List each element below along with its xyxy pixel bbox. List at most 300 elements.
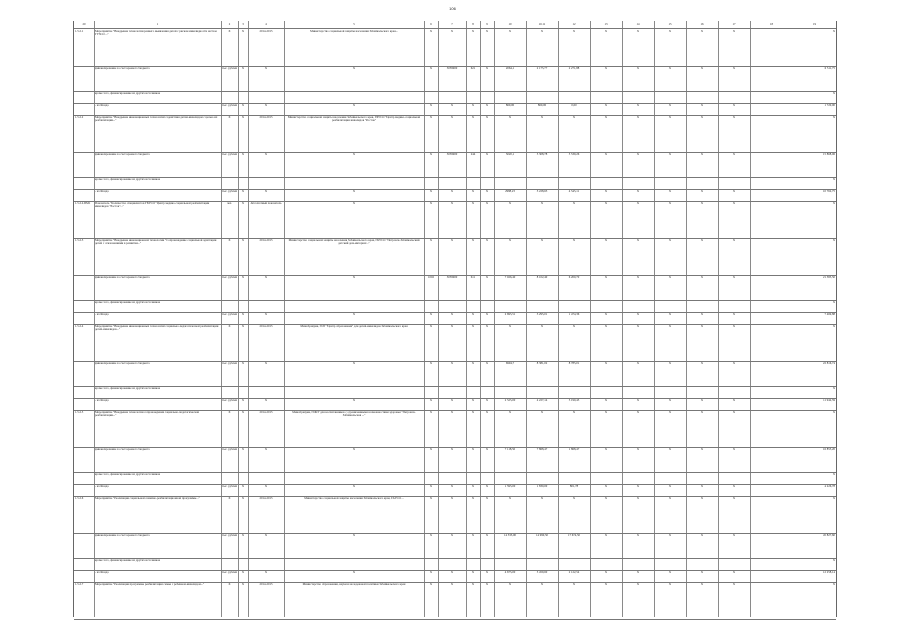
table-cell-desc: Показатель "Количество специалистов ГБУСО "Центр медико-социальной реабилитации инвалидов "Росток"..." [95,202,210,209]
table-cell-v16: X [636,325,640,328]
table-cell-unit: тыс. рублей [222,485,237,488]
table-cell-v18 [687,559,717,569]
column-number: 20 [82,23,86,26]
table-cell-c3: X [241,325,245,328]
table-cell-desc: Мероприятие "Реализация социальной семейно-реабилитационной программы..." [95,497,200,500]
table-cell-c4: X [264,534,268,537]
table-cell-v14: 4 545,11 [568,190,580,193]
column-number: 8 [472,23,474,26]
table-cell-v13: 2 175,77 [536,67,548,70]
table-cell-c3 [239,473,247,483]
table-cell-ex [285,473,423,483]
table-cell-v16: X [636,485,640,488]
table-cell-c9: X [450,362,454,365]
column-number: 10 [508,23,512,26]
table-cell-v13: 5 308,78 [536,153,548,156]
table-row [74,447,836,472]
table-cell-v14: 8 785,01 [568,362,580,365]
table-cell-v13: X [540,411,544,414]
table-cell-v15: X [604,313,608,316]
table-cell-v16 [623,92,653,102]
table-cell-c3: X [241,153,245,156]
table-cell-v20: X [832,92,835,95]
table-cell-c3 [239,301,247,311]
table-cell-v20: X [832,301,835,304]
table-cell-v18 [687,301,717,311]
table-cell-v18: X [700,325,704,328]
table-cell-c4: X [264,448,268,451]
table-cell-unit: X [228,116,231,119]
table-cell-c8: X [429,313,433,316]
table-cell-v18: X [700,485,704,488]
table-cell-ex [285,387,423,397]
table-cell-num [75,362,93,385]
table-cell-desc: кроме того, финансирование из других источников [95,301,161,304]
table-cell-v19: X [732,190,736,193]
table-cell-v19: X [732,497,736,500]
table-cell-v20: X [832,239,835,242]
table-cell-v20: 6 511,75 [824,67,835,70]
table-cell-v17: X [668,497,672,500]
table-cell-v12: 5020,1 [505,153,515,156]
table-cell-c11: X [485,534,489,537]
table-cell-unit [222,92,237,102]
table-cell-v13: 3 228,63 [536,190,548,193]
table-cell-v20: X [832,325,835,328]
table-cell-c10 [467,301,479,311]
table-cell-num [75,104,93,114]
table-cell-c10 [467,559,479,569]
table-cell-v19: X [732,313,736,316]
table-cell-v19: X [732,534,736,537]
table-row [74,152,836,177]
table-cell-v18: X [700,67,704,70]
table-row [74,558,836,570]
table-cell-v14: X [572,202,576,205]
table-cell-v12 [495,473,525,483]
table-cell-c3 [239,178,247,188]
table-cell-v19 [719,92,749,102]
table-cell-ex: Министерство социальной защиты населения Забайкальского края... [310,30,398,33]
table-cell-desc: - из Фонда [95,485,109,488]
table-cell-v19 [719,387,749,397]
table-cell-ex: X [352,399,356,402]
table-cell-c4: X [264,276,268,279]
table-cell-c4 [249,473,283,483]
table-cell-v16: X [636,30,640,33]
table-cell-ex: Министерство социальной защиты населения Забайкальского края, ГБУСО "Центр медико-социальной реабилитации инвалидов "Росток" [287,116,421,123]
table-cell-c9: X [450,202,454,205]
table-cell-c3 [239,92,247,102]
table-cell-c8 [425,473,437,483]
table-cell-unit: тыс. рублей [222,276,237,279]
table-cell-v20: 11 942,59 [823,399,835,402]
table-cell-v20: X [832,30,835,33]
table-cell-c4: X [264,153,268,156]
table-cell-v14: X [572,325,576,328]
table-cell-v13 [527,387,557,397]
table-cell-c8: X [429,67,433,70]
table-cell-c11: X [485,485,489,488]
table-cell-c3 [239,559,247,569]
table-cell-v15: X [604,190,608,193]
table-cell-v13: X [540,30,544,33]
table-cell-c3: X [241,534,245,537]
table-cell-unit: X [228,325,231,328]
table-cell-v19: X [732,448,736,451]
table-cell-v20: 22 816,74 [823,362,835,365]
table-cell-v13: X [540,325,544,328]
table-cell-v18 [687,387,717,397]
table-cell-v13 [527,92,557,102]
table-cell-num: 1.5.2.6 [75,497,84,500]
table-row [74,103,836,115]
table-cell-c8: X [429,485,433,488]
table-cell-c9 [439,178,465,188]
table-cell-v16 [623,387,653,397]
table-cell-v17: X [668,571,672,574]
table-cell-c8: 1002 [428,276,434,279]
table-cell-c4: X [264,104,268,107]
table-cell-num: 1.5.2.4 [75,325,84,328]
table-cell-v16 [623,473,653,483]
table-cell-c9: X [450,116,454,119]
table-cell-desc: кроме того, финансирование из других источников [95,473,161,476]
table-cell-v16: X [636,571,640,574]
table-row [74,533,836,558]
table-cell-v18: X [700,190,704,193]
table-row [74,29,836,66]
table-cell-v13: X [540,239,544,242]
table-cell-v19: X [732,411,736,414]
table-cell-c11: X [485,104,489,107]
table-cell-c9 [439,559,465,569]
table-cell-v19: X [732,485,736,488]
table-cell-c3: X [241,239,245,242]
table-cell-v17: X [668,325,672,328]
table-cell-desc: кроме того, финансирование из других источников [95,559,161,562]
table-cell-desc: финансирование за счет краевого бюджета [95,153,150,156]
table-cell-v15: X [604,571,608,574]
table-cell-c3: X [241,116,245,119]
table-cell-v13 [527,559,557,569]
table-cell-v15: X [604,202,608,205]
table-row [74,472,836,484]
table-cell-c8: X [429,448,433,451]
table-cell-c9: X [450,497,454,500]
table-cell-v13: 7 868,47 [536,448,548,451]
table-cell-v18: X [700,153,704,156]
table-cell-v12: 2064,1 [505,67,515,70]
table-cell-v18: X [700,202,704,205]
table-row [74,496,836,533]
table-cell-v12 [495,92,525,102]
table-cell-v14: X [572,239,576,242]
table-cell-c10 [467,387,479,397]
table-cell-ex: Минобрнауки, ГОУ "Центр образования" для детей-инвалидов Забайкальского края [300,325,408,328]
table-row [74,570,836,582]
table-cell-v12: X [508,202,512,205]
table-cell-v17: X [668,239,672,242]
table-cell-c11 [481,387,493,397]
table-cell-c9: X [450,571,454,574]
table-cell-v18: X [700,411,704,414]
table-cell-c11: X [485,30,489,33]
table-cell-c4: X [264,67,268,70]
table-cell-c9: X [450,411,454,414]
table-cell-v13: 5 459,60 [536,571,548,574]
table-cell-v18: X [700,239,704,242]
table-cell-v14: 2 122,54 [568,571,580,574]
table-cell-v19: X [732,104,736,107]
table-cell-desc: Мероприятие "Внедрение инновационных технологий содействия детям-инвалидам с целью их реабилитации..." [95,116,218,123]
table-cell-v17 [655,559,685,569]
table-cell-v14: 2 271,88 [568,67,580,70]
table-cell-v18: X [700,104,704,107]
column-number: 16 [700,23,704,26]
table-cell-c9: 5059900 [446,153,458,156]
table-cell-v15: X [604,362,608,365]
table-cell-v19: X [732,276,736,279]
table-cell-desc: финансирование за счет краевого бюджета [95,67,150,70]
table-cell-unit: тыс. рублей [222,399,237,402]
table-cell-c10: X [471,30,475,33]
table-cell-v15 [591,387,621,397]
table-row [74,582,836,619]
table-cell-v19 [719,559,749,569]
table-cell-v16: X [636,411,640,414]
table-cell-ex: X [352,190,356,193]
table-cell-v13: 1 830,00 [536,485,548,488]
table-cell-c4: 2014-2015 [259,30,273,33]
table-cell-v20: 7 469,88 [824,313,835,316]
table-cell-c3: X [241,67,245,70]
table-cell-v20: X [832,202,835,205]
table-cell-v16 [623,301,653,311]
table-cell-c10: 621 [470,67,476,70]
table-cell-c8: X [429,153,433,156]
table-cell-ex: X [352,313,356,316]
table-cell-c3: X [241,313,245,316]
table-cell-c10: X [471,325,475,328]
table-cell-v14: 0,00 [571,104,577,107]
table-cell-num: 1.5.2.2.ПМ1 [75,202,91,205]
table-cell-c3: X [241,190,245,193]
table-cell-v14 [559,178,589,188]
table-cell-v13 [527,301,557,311]
table-cell-unit: тыс. рублей [222,571,237,574]
table-cell-v12 [495,301,525,311]
table-cell-v12: X [508,411,512,414]
table-cell-v18 [687,473,717,483]
table-cell-c4 [249,92,283,102]
table-cell-v18: X [700,448,704,451]
table-cell-unit: тыс. рублей [222,313,237,316]
table-cell-v16: X [636,190,640,193]
table-cell-v12: X [508,239,512,242]
table-cell-c10: X [471,399,475,402]
table-cell-v20: X [832,178,835,181]
table-cell-ex: X [352,448,356,451]
table-cell-c3: X [241,202,245,205]
table-cell-unit: тыс. рублей [222,190,237,193]
table-row [74,91,836,103]
table-cell-c11: X [485,153,489,156]
table-cell-c4: X [264,399,268,402]
table-cell-c8: X [429,583,433,586]
table-cell-v14: 1 868,47 [568,448,580,451]
table-cell-c10 [467,178,479,188]
table-cell-v19 [719,178,749,188]
table-cell-num [75,301,93,311]
column-number: 14 [636,23,640,26]
table-row [74,312,836,324]
table-cell-v17: X [668,313,672,316]
table-cell-desc: - из Фонда [95,313,109,316]
table-cell-v20: 4 226,78 [824,485,835,488]
table-cell-v19 [719,301,749,311]
table-cell-v16: X [636,153,640,156]
table-cell-desc: - из Фонда [95,104,109,107]
table-cell-v20: X [832,497,835,500]
table-cell-v13: X [540,497,544,500]
table-cell-c8: X [429,411,433,414]
table-cell-desc: кроме того, финансирование из других источников [95,92,161,95]
table-cell-v17 [655,92,685,102]
table-cell-desc: - из Фонда [95,399,109,402]
table-cell-v18 [687,178,717,188]
table-cell-v18: X [700,583,704,586]
table-row [74,115,836,152]
table-cell-c10: X [471,190,475,193]
table-cell-unit [222,301,237,311]
table-cell-c10: X [471,411,475,414]
table-cell-c10: 244 [470,153,476,156]
column-number: 7 [451,23,453,26]
table-row [74,177,836,189]
table-row [74,201,836,238]
table-cell-v17: X [668,411,672,414]
table-cell-v16: X [636,104,640,107]
table-cell-c3: X [241,362,245,365]
table-cell-c10: X [471,313,475,316]
table-cell-c3: X [241,485,245,488]
table-cell-c10: X [471,534,475,537]
table-cell-c4: Абсолютный показатель [250,202,282,205]
table-cell-v16: X [636,534,640,537]
table-cell-v19: X [732,362,736,365]
table-cell-num [75,534,93,557]
table-cell-ex: X [352,362,356,365]
table-cell-ex: X [352,202,356,205]
column-number: 1 [156,23,159,26]
table-cell-desc: финансирование за счет краевого бюджета [95,534,150,537]
table-cell-desc: финансирование за счет краевого бюджета [95,448,150,451]
table-cell-v14: 801,78 [569,485,579,488]
table-cell-v20: X [832,559,835,562]
table-cell-v18: X [700,313,704,316]
table-cell-v12: 1 595,00 [504,485,516,488]
table-cell-v19: X [732,399,736,402]
table-cell-v17: X [668,276,672,279]
table-cell-ex: X [352,153,356,156]
table-cell-c10: X [471,104,475,107]
table-cell-v16: X [636,239,640,242]
table-cell-v20: 10 762,75 [823,190,835,193]
table-cell-c9: X [450,399,454,402]
table-cell-v18: X [700,571,704,574]
table-cell-c4: 2014-2015 [259,583,273,586]
table-cell-v12 [495,178,525,188]
table-cell-v12: X [508,116,512,119]
table-cell-v12: 4 675,00 [504,571,516,574]
table-cell-v14: X [572,497,576,500]
table-cell-v13: X [540,202,544,205]
table-cell-v17 [655,178,685,188]
table-cell-desc: Мероприятие "Внедрение технологии сопровождения социально-педагогической реабилитации..." [95,411,199,418]
table-cell-v12: X [508,325,512,328]
table-cell-unit: тыс. рублей [222,104,237,107]
table-cell-c10: X [471,239,475,242]
table-cell-v16: X [636,276,640,279]
table-cell-c11: X [485,116,489,119]
table-cell-c11 [481,559,493,569]
table-cell-v14: 5 539,26 [568,153,580,156]
table-cell-v12: 2 525,00 [504,399,516,402]
column-number: 4 [265,23,267,26]
table-cell-num [75,153,93,176]
table-cell-c11 [481,473,493,483]
table-cell-v14: 1 474,36 [568,313,580,316]
table-cell-c10: X [471,448,475,451]
table-cell-unit: X [228,497,231,500]
table-cell-c8 [425,387,437,397]
table-cell-ex [285,92,423,102]
table-cell-v18: X [700,497,704,500]
table-cell-ex: X [352,276,356,279]
table-cell-v16: X [636,116,640,119]
column-number: 6 [430,23,432,26]
column-number: 12 [572,23,576,26]
table-cell-v13 [527,178,557,188]
table-cell-c3: X [241,497,245,500]
table-cell-ex: X [352,104,356,107]
table-cell-c4: 2014-2015 [259,497,273,500]
table-cell-v20: X [832,583,835,586]
table-cell-v15: X [604,497,608,500]
table-cell-unit: тыс. рублей [222,153,237,156]
table-cell-v20: X [832,116,835,119]
table-cell-c11: X [485,583,489,586]
table-cell-c3 [239,387,247,397]
table-cell-v15: X [604,239,608,242]
funding-table [73,21,837,617]
table-cell-v17: X [668,202,672,205]
table-cell-c11: X [485,399,489,402]
table-cell-v17: X [668,116,672,119]
table-cell-v12: X [508,497,512,500]
table-cell-ex: X [352,534,356,537]
table-cell-v14 [559,92,589,102]
table-cell-v19: X [732,583,736,586]
column-number: 3 [242,23,244,26]
table-cell-c10: X [471,571,475,574]
table-cell-desc: Мероприятие "Внедрение технологии раннего выявления детей с риском инвалидности на базе ГУЗСО ..." [95,30,217,37]
table-cell-c9 [439,387,465,397]
table-cell-c9: X [450,30,454,33]
table-cell-v17: X [668,485,672,488]
table-cell-c9: X [450,485,454,488]
